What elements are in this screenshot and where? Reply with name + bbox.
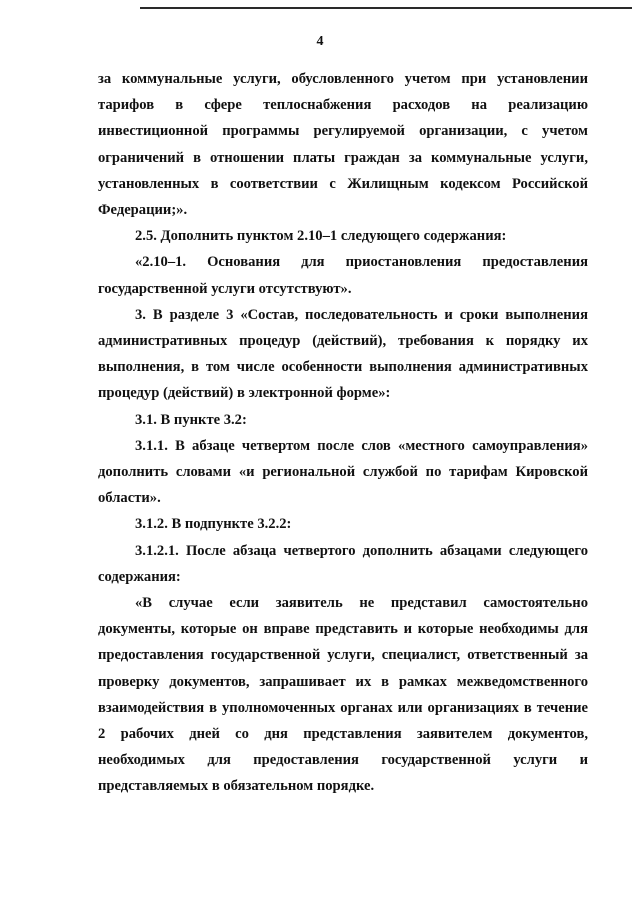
paragraph-quoted-insert: «В случае если заявитель не представил самостоятельно документы, которые он вправе представить и которые необходимы для предоставления государственной услуги, специалист, ответственный за проверку документов, запрашивает их в рамках межведомственного взаимодействия в уполномоченных органах или организациях в течение 2 рабочих дней со дня представления заявителем документов, необходимых для предоставления государственной услуги и представляемых в обязательном порядке.: [98, 595, 588, 795]
paragraph-item-3-1-2-1: 3.1.2.1. После абзаца четвертого дополнить абзацами следующего содержания:: [98, 542, 588, 585]
paragraph-item-3-1-2: 3.1.2. В подпункте 3.2.2:: [135, 516, 292, 533]
document-body: [98, 66, 588, 800]
paragraph-section-3: 3. В разделе 3 «Состав, последовательность и сроки выполнения административных процедур (действий), требования к порядку их выполнения, в том числе особенности выполнения административных процедур (действий) в электронной форме»:: [98, 306, 588, 402]
paragraph-item-2-5: 2.5. Дополнить пунктом 2.10–1 следующего содержания:: [135, 228, 507, 245]
paragraph-item-3-1: 3.1. В пункте 3.2:: [135, 411, 247, 428]
paragraph-item-2-10-1: «2.10–1. Основания для приостановления предоставления государственной услуги отсутствуют».: [98, 254, 588, 297]
top-rule: [140, 7, 632, 9]
page-number: 4: [316, 34, 324, 49]
paragraph-item-3-1-1: 3.1.1. В абзаце четвертом после слов «местного самоуправления» дополнить словами «и региональной службой по тарифам Кировской области».: [98, 437, 588, 507]
paragraph-continuation: за коммунальные услуги, обусловленного учетом при установлении тарифов в сфере теплоснабжения расходов на реализацию инвестиционной программы регулируемой организации, с учетом ограничений в отношении платы граждан за коммунальные услуги, установленных в соответствии с Жилищным кодексом Российской Федерации;».: [98, 71, 588, 219]
